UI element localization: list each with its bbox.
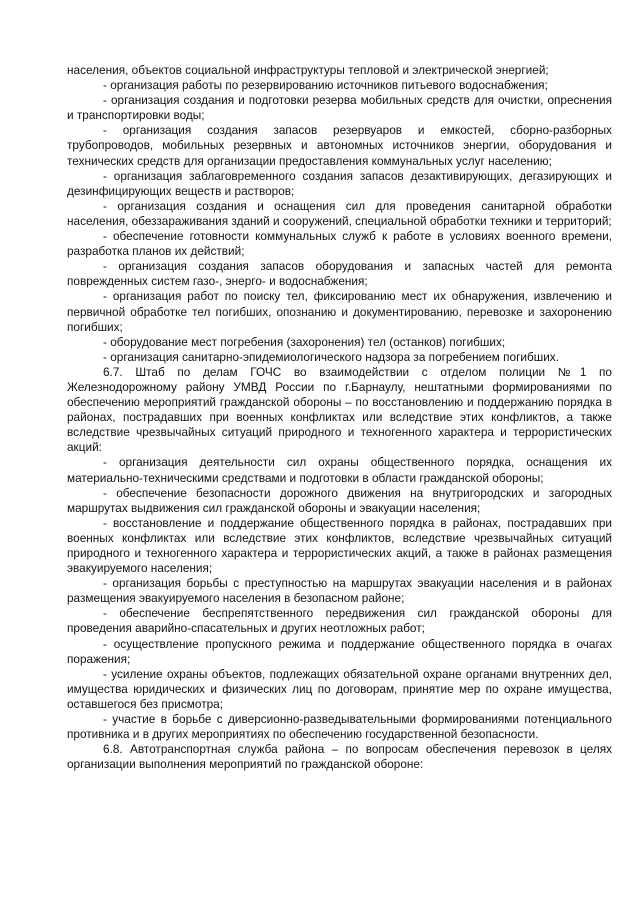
list-item: - организация создания и подготовки резерва мобильных средств для очистки, опреснения и транспортировки воды; [67, 93, 612, 123]
list-item: - участие в борьбе с диверсионно-разведывательными формированиями потенциального противника и в других мероприятиях по обеспечению государственной безопасности. [67, 712, 612, 742]
list-item: - организация создания и оснащения сил для проведения санитарной обработки населения, обеззараживания зданий и сооружений, специальной обработки техники и территорий; [67, 198, 612, 228]
list-item: - организация санитарно-эпидемиологического надзора за погребением погибших. [103, 349, 559, 364]
list-item: - обеспечение безопасности дорожного движения на внутригородских и загородных маршрутах выдвижения сил гражданской обороны и эвакуации населения; [67, 485, 612, 515]
list-item: - организация работы по резервированию источников питьевого водоснабжения; [103, 78, 548, 93]
list-item: - усиление охраны объектов, подлежащих обязательной охране органами внутренних дел, имущества юридических и физических лиц по договорам, принятие мер по охране имущества, оставшегося без присмотра; [67, 666, 612, 711]
list-item: - организация заблаговременного создания запасов дезактивирующих, дегазирующих и дезинфицирующих веществ и растворов; [67, 168, 612, 198]
section-paragraph-6-8: 6.8. Автотранспортная служба района – по вопросам обеспечения перевозок в целях организации выполнения мероприятий по гражданской обороне: [67, 742, 612, 772]
section-paragraph-6-7: 6.7. Штаб по делам ГОЧС во взаимодействии с отделом полиции №1 по Железнодорожному району УМВД России по г.Барнаулу, нештатными формированиями по обеспечению мероприятий гражданской обороны – по восстановлению и поддержанию порядка в районах, пострадавших при военных конфликтах или вследствие этих конфликтов, а также вследствие чрезвычайных ситуаций природного и техногенного характера и террористических акций: [67, 364, 612, 455]
list-item: - организация борьбы с преступностью на маршрутах эвакуации населения и в районах размещения эвакуируемого населения в безопасном районе; [67, 576, 612, 606]
list-item: - организация деятельности сил охраны общественного порядка, оснащения их материально-техническими средствами и подготовки в области гражданской обороны; [67, 455, 612, 485]
list-item: - организация создания запасов оборудования и запасных частей для ремонта поврежденных систем газо-, энерго- и водоснабжения; [67, 259, 612, 289]
list-item: - обеспечение готовности коммунальных служб к работе в условиях военного времени, разработка планов их действий; [67, 229, 612, 259]
document-page [67, 63, 612, 772]
list-item: - организация создания запасов резервуаров и емкостей, сборно-разборных трубопроводов, мобильных резервных и автономных источников энергии, оборудования и технических средств для организации предоставления коммунальных услуг населению; [67, 123, 612, 168]
list-item: - оборудование мест погребения (захоронения) тел (останков) погибших; [103, 334, 506, 349]
list-item: - организация работ по поиску тел, фиксированию мест их обнаружения, извлечению и первичной обработке тел погибших, опознанию и документированию, перевозке и захоронению погибших; [67, 289, 612, 334]
list-item: - восстановление и поддержание общественного порядка в районах, пострадавших при военных конфликтах или вследствие этих конфликтов, вследствие чрезвычайных ситуаций природного и техногенного характера и террористических акций, а также в районах размещения эвакуируемого населения; [67, 515, 612, 576]
paragraph-continuation: населения, объектов социальной инфраструктуры тепловой и электрической энергией; [67, 63, 549, 77]
list-item: - обеспечение беспрепятственного передвижения сил гражданской обороны для проведения аварийно-спасательных и других неотложных работ; [67, 606, 612, 636]
list-item: - осуществление пропускного режима и поддержание общественного порядка в очагах поражения; [67, 636, 612, 666]
